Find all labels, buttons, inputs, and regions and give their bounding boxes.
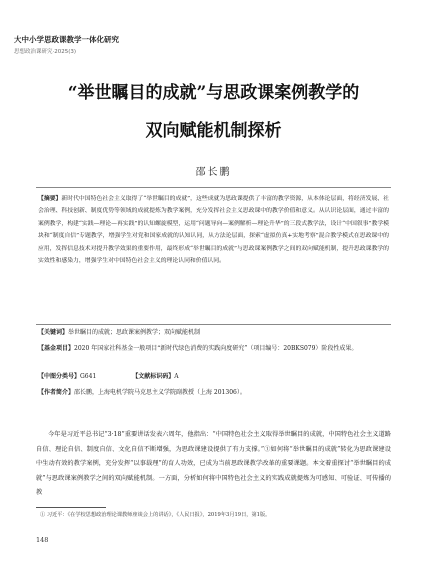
fund-project	[38, 343, 389, 355]
page-number: 148	[36, 536, 49, 544]
journal-issue: 思想政治课研究·2025(3)	[14, 49, 77, 55]
journal-column-title: 大中小学思政课教学一体化研究	[14, 35, 119, 44]
abstract-text: 新时代中国特色社会主义取得了“举世瞩目的成就”，这些成就为思政课提供了丰富的教学资源，从本体论层面，将经济发展、社会治理、科技创新、制度优势等领域的成就提炼为教学案例，充分发挥社会主义思政课中的教学价值和意义。从认识论层面，通过丰富的案例教学，构建“实践—理论—再实践”的认知螺旋模型，运用“问题导向—案例解析—理论升华”的三段式教学法，设计“中国叙事”教学模块和“制度自信”专题教学，增强学生对党和国家成就的认知认同，从方法论层面，探索“虚拟仿真+实地考察”混合教学模式在思政课中的应用，发挥信息技术对提升教学效果的重要作用，最终形成“举世瞩目的成就”与思政课案例教学之间的双向赋能机制，提升思政课教学的实效性和感染力，增强学生对中国特色社会主义的理论认同和价值认同。	[38, 196, 390, 265]
author-bio	[38, 387, 389, 396]
running-header	[14, 34, 119, 55]
bio-label: 【作者简介】	[38, 389, 75, 396]
fund-label: 【基金项目】	[38, 345, 75, 352]
clc-label: 【中图分类号】	[38, 373, 81, 380]
keywords	[38, 327, 389, 336]
doc-code-value: A	[174, 373, 179, 380]
abstract	[38, 193, 389, 267]
fund-text: 2020 年国家社科基金一般项目“新时代绿色消费的实践向度研究”（项目编号：20BKS079）阶段性成果。	[74, 345, 358, 352]
footnote-divider	[36, 507, 106, 508]
bio-text: 邵长鹏，上海电机学院马克思主义学院副教授（上海 201306）。	[74, 389, 246, 396]
article-title-line-1: “举世瞩目的成就”与思政课案例教学的	[67, 83, 360, 103]
author-name: 邵长鹏	[195, 167, 232, 178]
body-paragraph: 今年是习近平总书记“3·18”重要讲话发表六周年，他指出：“中国特色社会主义取得举世瞩目的成就，中国特色社会主义道路自信、理论自信、制度自信、文化自信不断增强，为思政课建设提供了有力支撑。”①如何将“举世瞩目的成就”转化为思政课建设中生动有效的教学案例，充分发挥“以事载理”的育人功效，已成为当前思政课教学改革的重要课题。本文着重探讨“举世瞩目的成就”与思政课案例教学之间的双向赋能机制。一方面，分析如何将中国特色社会主义的实践成就提炼为可感知、可验证、可传播的教	[36, 431, 391, 497]
article-title-line-2: 双向赋能机制探析	[145, 121, 282, 141]
keywords-label: 【关键词】	[38, 329, 69, 336]
abstract-label: 【摘要】	[38, 196, 62, 202]
keywords-text: 举世瞩目的成就；思政课案例教学；双向赋能机制	[68, 329, 201, 336]
doc-code-label: 【文献标识码】	[132, 373, 175, 380]
clc-value: G641	[80, 373, 97, 380]
footnote: ① 习近平：《在学校思想政治理论课教师座谈会上的讲话》，《人民日报》，2019年3月19日，第1版。	[40, 512, 271, 518]
classification	[38, 371, 389, 380]
